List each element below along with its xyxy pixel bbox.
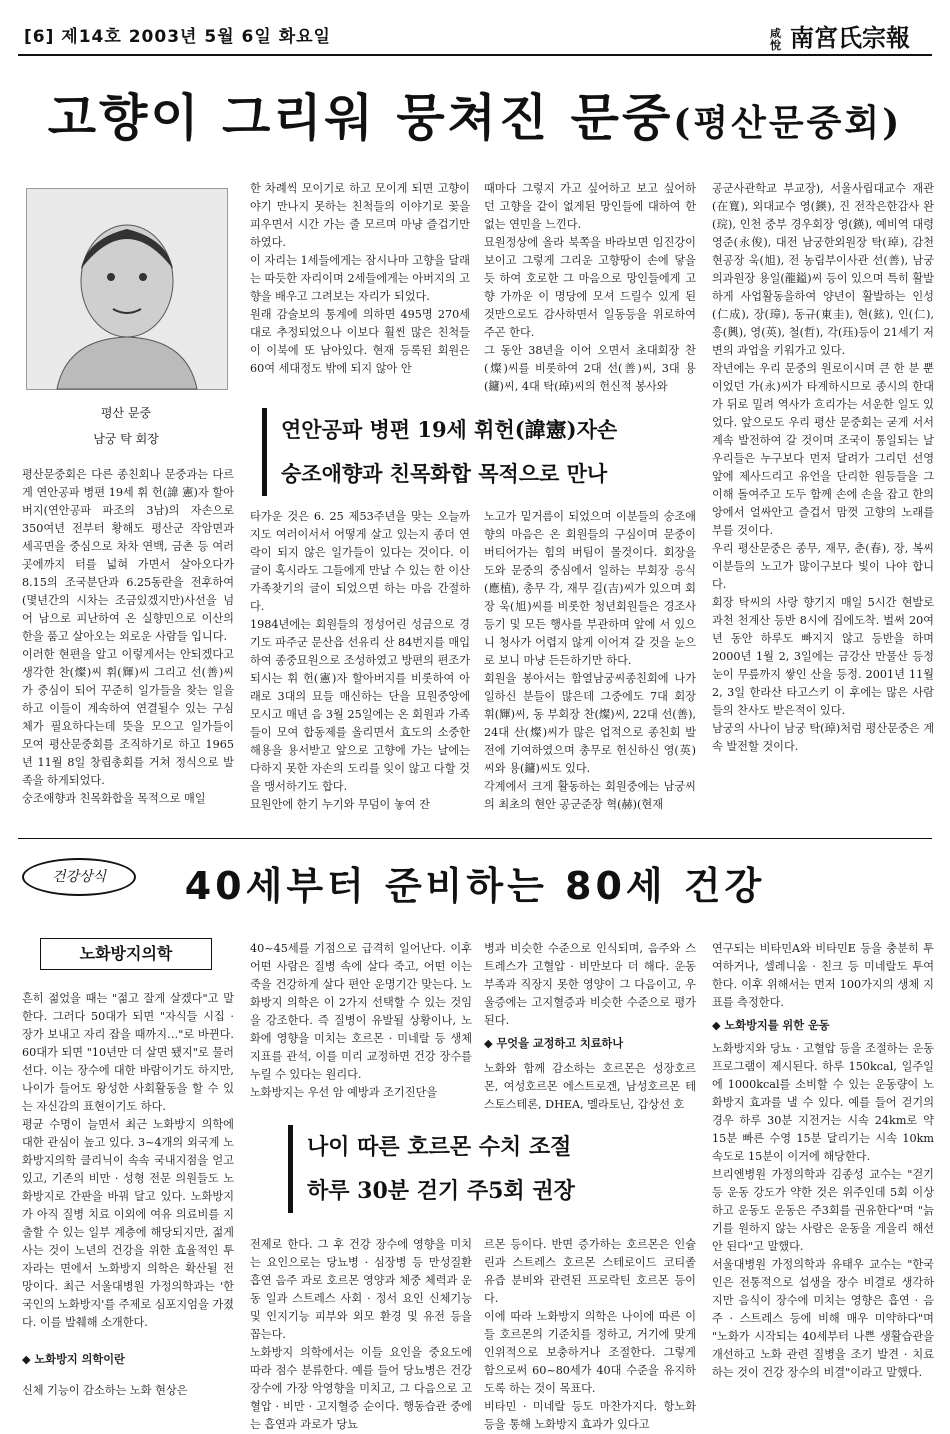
section-divider bbox=[18, 838, 932, 839]
page-info: [6] 제14호 2003년 5월 6일 화요일 bbox=[24, 27, 331, 47]
article1-title-sub: (평산문중회) bbox=[673, 102, 903, 144]
article1-column-2b: 타가운 것은 6. 25 제53주년을 맞는 오늘까지도 여러이서서 어떻게 살고 있는지 종더 연락이 되지 않은 일가들이 있다는 것이다. 이 글이 혹시라도 그들에게 만날 수 있는 한 이산 가족찾기의 글이 되었으면 하는 마음 간절하다. 1984년에는 회원들의 정성어린 성금으로 경기도 파주군 문산읍 선유리 산 84번지를 매입하여 종중묘원으로 조성하였고 방편의 편조가 되시는 휘 헌(憲)자 할아버지를 비롯하여 아래로 3대의 묘들 매신하는 단을 묘원중앙에 모시고 매년 음 3월 25일에는 온 회원과 가족들이 모여 합동제를 올리면서 효도의 소중한 해용을 용서받고 앞으로 고향에 가는 날에는 다하지 못한 자손의 도리를 잊이 않고 다할 것을 맹서하기도 합다. 묘원안에 한기 누기와 무덤이 놓여 잔 bbox=[250, 510, 470, 811]
article2-col3-tail: 노화와 함께 감소하는 호르몬은 성장호르몬, 여성호르몬 에스트로겐, 남성호르몬 테스토스테론, DHEA, 멜라토닌, 갑상선 호 bbox=[484, 1062, 696, 1111]
article2-column-2b: 전제로 한다. 그 후 건강 장수에 영향을 미치는 요인으로는 당뇨병 · 심장병 등 만성질환 흡연 음주 과로 호르몬 영양과 체중 체력과 운동 일과 스트레스 사회 · 정서 요인 신체기능 및 인지기능 피부와 외모 환경 및 유전 등을 꼽는다. 노화방지 의학에서는 이들 요인을 중요도에 따라 점수 분류한다. 예를 들어 당뇨병은 건강 장수에 가장 악영향을 미치고, 그 다음으로 고혈압 · 비만 · 고지혈증 순이다. 행동습관 중에는 흡연과 과로가 당뇨 bbox=[250, 1238, 472, 1431]
article1-column-2: 한 차례씩 모이기로 하고 모이게 되면 고향이야기 만나지 못하는 친척들의 이야기로 꽃을 피우면서 시간 가는 줄 모르며 마냥 즐겁기만 하였다. 이 자리는 1세들에게는 잠시나마 고향을 달래는 따듯한 자리이며 2세들에게는 아버지의 고향을 배우고 그려보는 자리가 되었다. 원래 감술보의 통계에 의하면 495명 270세대로 추정되었으나 이보다 훨씬 많은 친척들이 이북에 또 남아있다. 현재 등록된 회원은 60여 세대정도 밖에 되지 않아 안 bbox=[250, 182, 470, 375]
masthead-small-text: 咸悅 bbox=[770, 26, 781, 52]
article2-col1-tail: 신체 기능이 감소하는 노화 현상은 bbox=[22, 1384, 188, 1397]
article1-column-4: 공군사관학교 부교장), 서울사립대교수 재관(在寬), 외대교수 영(鍈), 진 전작은한감사 완(琓), 인천 중부 경우회장 영(鍈), 예비역 대령 영준(永俊), 대전 남궁한외원장 탁(琸), 감천현공장 욱(旭), 전 농림부이사관 선(善), 남궁의과원장 용일(龍鎰)씨 등이 있으며 특히 활발하게 사업활동을하여 양년이 활발하는 인성(仁成), 장(璋), 동규(東圭), 현(鉉), 인(仁), 흥(興), 영(英), 철(哲), 각(珏)등이 21세기 저변의 과업을 키워가고 있다. 작년에는 우리 문중의 원로이시며 큰 한 분 뿐이었던 가(永)씨가 타계하시므로 종시의 한대가 뒤로 밀려 역사가 흐리가는 서운한 일도 있었다. 앞으로도 우리 평산 문중회는 굳게 서서 계속 발전하여 갈 것이며 조국이 통일되는 날 우리들은 누구보다 먼저 달려가 그리던 선영앞에 제사드리고 유언을 단리한 원등들을 그이해 돌여주고 도두 함께 손에 손을 잡고 한의앙에서 얼싸안고 즐겁서 맘껏 고향의 노래를 부를 것이다. 우리 평산문중은 종무, 재무, 춘(春), 장, 복씨 이분들의 노고가 많이구보다 빛이 나야 합니다. 회장 탁씨의 사랑 향기지 매일 5시간 현발로 과천 천계산 등반 8시에 집에도착. 벌써 20여년 동안 하루도 빠지지 않고 등반을 하며 2000년 1월 2, 3일에는 금강산 만물산 등정 눈이 무릎까지 쌓인 산을 등정. 2001년 11월2, 3일 한라산 타고스키 이 후에는 많은 사람들의 찬사도 받은적이 있다. 남궁의 사나이 남궁 탁(琸)처럼 평산문중은 계속 발전할 것이다. bbox=[712, 182, 934, 753]
article1-column-1: 평산문중회은 다른 종친회나 문중과는 다르게 연안공파 병편 19세 휘 헌(諱 憲)자 할아버지(연안공파 파조의 3남)의 자손으로 350여년 전부터 황해도 평산군 작암면과 세곡면을 중심으로 차차 연백, 금촌 등 여러곳에까지 터를 넓혀 가면서 살아오다가 8.15의 조국분단과 6.25동란을 전후하여(몇년간의 시차는 조금있겠지만)사선을 넘어 남으로 피난하여 온 실향민으로 이산의 한을 품고 살아오는 외로운 사람들 입니다. 이러한 현편을 알고 이렇게서는 안되겠다고 생각한 찬(燦)씨 휘(輝)씨 그리고 선(善)씨가 중심이 되어 꾸준히 일가들을 찾는 일을 하고 이들이 계속하여 연결될수 있는 구심체가 필요하다는데 뜻을 모으고 일가들이 모여 평산문중회를 조직하기로 하고 1965년 11월 8일 창립총회를 거쳐 정식으로 발족을 하게되었다. 숭조애향과 친목화합을 목적으로 매일 bbox=[22, 468, 234, 805]
article2-title: 40세부터 준비하는 80세 건강 bbox=[184, 864, 766, 908]
article1-subheadline bbox=[262, 408, 711, 496]
article2-col1-bullet: ◆ 노화방지 의학이란 bbox=[22, 1352, 125, 1366]
article1-subhead-line2: 숭조애향과 친목화합 목적으로 만나 bbox=[281, 461, 608, 486]
article2-col3-bullet: ◆ 무엇을 교정하고 치료하나 bbox=[484, 1036, 624, 1050]
article1-title-main: 고향이 그리워 뭉쳐진 문중 bbox=[47, 88, 674, 147]
health-section-tag: 건강상식 bbox=[22, 858, 136, 896]
article2-column-4: 연구되는 비타민A와 비타민E 등을 충분히 투여하거나, 셀레니움 · 친크 등 미네랄도 투여한다. 이후 위해서는 먼저 100가지의 생체 지표를 측정한다. bbox=[712, 942, 934, 1009]
photo-caption-1: 평산 문중 bbox=[100, 406, 152, 420]
photo-caption-2: 남궁 탁 회장 bbox=[93, 432, 159, 446]
article2-subhead-line1: 나이 따른 호르몬 수치 조절 bbox=[307, 1134, 572, 1160]
article1-title bbox=[0, 78, 950, 150]
article2-subhead-line2: 하루 30분 걷기 주5회 권장 bbox=[307, 1178, 575, 1204]
section-label: 노화방지의학 bbox=[40, 938, 212, 970]
article1-subhead-line1: 연안공파 병편 19세 휘헌(諱憲)자손 bbox=[281, 417, 618, 442]
newspaper-masthead bbox=[770, 18, 910, 53]
article1-column-3b: 노고가 밑거름이 되었으며 이분들의 숭조애향의 마음은 온 회원들의 구심이며 문중이 버티어가는 힘의 버팀이 몰것이다. 회장을 도와 문중의 중심에서 일하는 부회장 응식(應植), 총무 각, 재무 길(吉)씨가 있으며 회장 욱(旭)씨를 비롯한 청년회원들은 경조사 등기 및 모든 행사를 부관하며 앞에 서 있으니 청사가 어렵지 않게 이어져 갈 것을 눈으로 보니 마냥 든든하기만 하다. 회원을 봉아서는 함열남궁씨종친회에 나가 일하신 분들이 많은데 그중에도 7대 회장 휘(輝)씨, 동 부회장 찬(燦)씨, 22대 선(善), 24대 산(燦)씨가 많은 업적으로 종친회 발전에 기여하였으며 총무로 헌신하신 영(英)씨와 용(鏞)씨도 있다. 각계에서 크게 활동하는 회원중에는 남궁씨의 최초의 현안 공군준장 혁(赫)(현재 bbox=[484, 510, 696, 811]
article2-column-3: 병과 비슷한 수준으로 인식되며, 음주와 스트레스가 고혈압 · 비만보다 더 해다. 운동부족과 직장지 못한 영양이 그 다음이고, 우울증에는 고지혈증과 비슷한 수준으로 평가된다. bbox=[484, 942, 696, 1027]
article2-column-3b: 르몬 등이다. 반면 증가하는 호르몬은 인슐린과 스트레스 호르몬 스테로이드 코티졸 유즙 분비와 관련된 프로락틴 호르몬 등이다. 이에 따라 노화방지 의학은 나이에 따른 이들 호르몬의 기준치를 정하고, 거기에 맞게 인위적으로 보충하거나 조절한다. 그렇게 함으로써 60~80세가 40대 수준을 유지하도록 하는 것이 목표다. 비타민 · 미네랄 등도 마찬가지다. 항노화 등을 통해 노화방지 효과가 있다고 bbox=[484, 1238, 696, 1431]
article2-subheadline bbox=[288, 1125, 717, 1213]
header-rule bbox=[18, 54, 932, 56]
article2-column-1: 흔히 젊었을 때는 "젊고 잘게 살겠다"고 말한다. 그러다 50대가 되면 "자식들 시집 · 장가 보내고 자리 잡을 때까지…"로 바뀐다. 60대가 되면 "10년만 더 살면 됐지"로 물러선다. 이는 장수에 대한 바람이기도 하지만, 나이가 들어도 왕성한 사회활동을 할 수 있는 자신감의 표현이기도 하다. 평균 수명이 늘면서 최근 노화방지 의학에 대한 관심이 높고 있다. 3~4개의 외국계 노화방지의학 클리닉이 속속 국내지점을 얻고 있고, 기존의 비만 · 성형 전문 의원들도 노화방지로 간판을 바꿔 달고 있다. 노화방지가 아직 질병 치료 이외에 여유 의료비를 지출할 수 있는 일부 계층에 해당되지만, 젊게 사는 것이 노년의 건강을 위한 효율적인 투자라는 면에서 노화방지 의학은 확산될 전망이다. 최근 서울대병원 가정의학과는 '한국인의 노화방지'를 주제로 심포지엄을 가졌다. 이를 발췌해 소개한다. bbox=[22, 992, 234, 1329]
article2-column-2: 40~45세를 기점으로 급격히 일어난다. 이후 어떤 사람은 질병 속에 살다 죽고, 어떤 이는 죽을 건강하게 살다 편안 운명기간 맞는다. 노화방지 의학은 이 2가지 선택할 수 있는 것임을 강조한다. 즉 질병이 유발될 상황이나, 노화에 영향을 미치는 호르몬 · 미네랄 등 생체 지표를 관석, 이를 미리 교정하면 건강 장수를 누릴 수 있다는 원리다. 노화방지는 우선 암 예방과 조기진단을 bbox=[250, 942, 472, 1099]
article2-col4-tail: 노화방지와 당뇨 · 고혈압 등을 조절하는 운동 프로그램이 제시된다. 하루 150kcal, 일주일에 1000kcal를 소비할 수 있는 운동량이 노화방지 효과를 낼 수 있다. 예를 들어 걷기의 경우 하루 30분 지전거는 시속 24km로 약 15분 빠른 수영 15분 달리기는 시속 10km 속도로 15분이 이거에 해당한다. 브리엔병원 가정의학과 김종성 교수는 "걷기 등 운동 강도가 약한 것은 위주인데 5회 이상 하고 운동도 운동은 주3회를 권유한다"며 "늙기를 원하지 않는 사람은 운동을 게을리 해선 안 된다"고 말했다. 서울대병원 가정의학과 유태우 교수는 "한국인은 전통적으로 섭생을 장수 비결로 생각하지만 음식이 장수에 미치는 영향은 흡연 · 음주 · 스트레스 등에 비해 매우 미약하다"며 "노화가 시작되는 40세부터 나쁜 생활습관을 개선하고 노화 관련 질병을 조기 발견 · 치료하는 것이 건강 장수의 비결"이라고 말했다. bbox=[712, 1042, 934, 1379]
article1-column-3: 때마다 그렇지 가고 싶어하고 보고 싶어하던 고향을 같이 없게된 망인들에 대하여 한없는 연민을 느낀다. 묘원정상에 올라 북쪽을 바라보면 임진강이 보이고 그렇게 그리운 고향땅이 손에 닿을 듯 하여 호로한 그 마음으로 망인들에게 고향 가까운 이 명당에 모셔 드릴수 있게 된 것만으로도 감사하면서 일동등을 위로하여 주곤 한다. 그 동안 38년을 이어 오면서 초대회장 찬(燦)씨를 비롯하여 2대 선(善)씨, 3대 용(鏞)씨, 4대 탁(琸)씨의 헌신적 봉사와 bbox=[484, 182, 696, 393]
article2-col4-bullet: ◆ 노화방지를 위한 운동 bbox=[712, 1018, 830, 1032]
portrait-drawing bbox=[27, 189, 227, 389]
newspaper-name: 南宮氏宗報 bbox=[790, 23, 910, 52]
portrait-photo bbox=[26, 188, 228, 390]
